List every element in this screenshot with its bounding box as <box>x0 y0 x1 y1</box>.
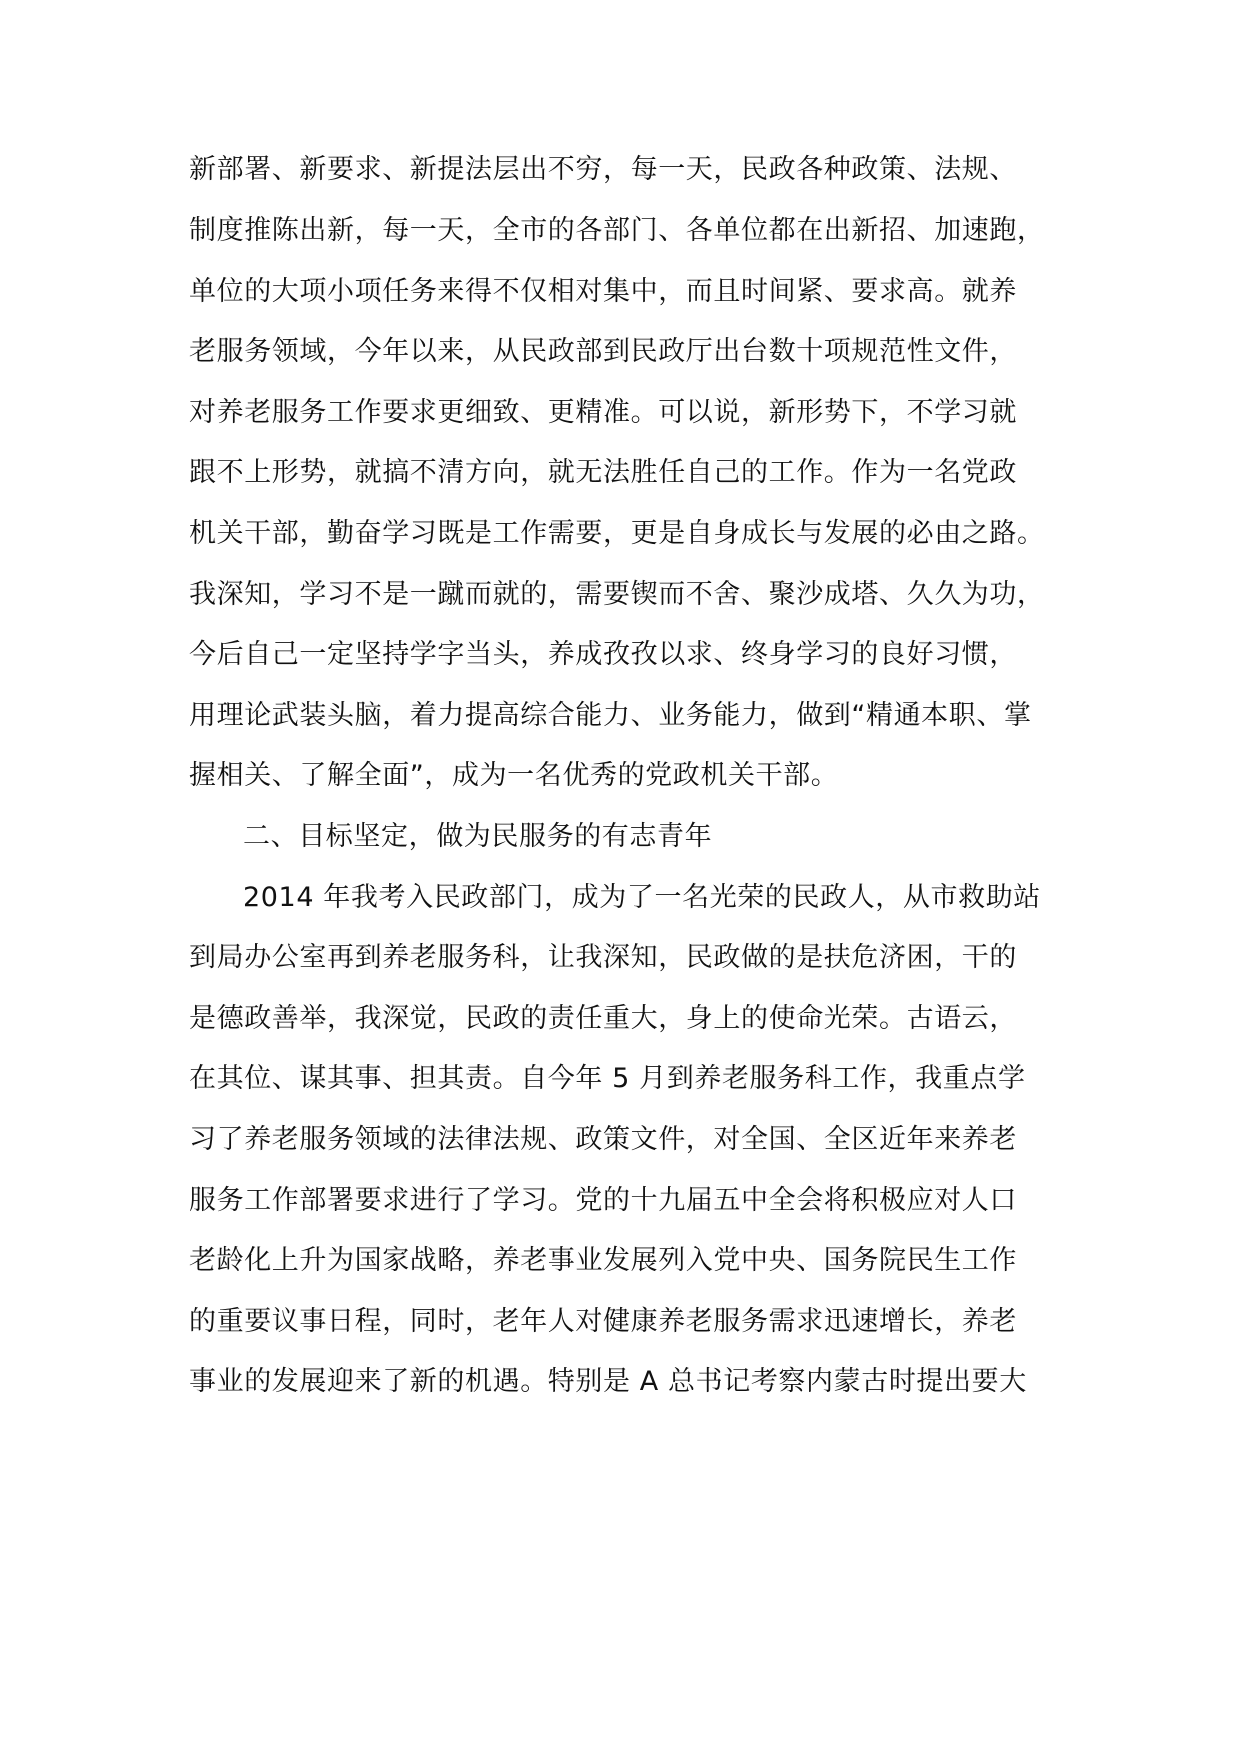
text-line: 服务工作部署要求进行了学习。党的十九届五中全会将积极应对人口 <box>189 1185 1017 1216</box>
text-line: 用理论武装头脑，着力提高综合能力、业务能力，做到“精通本职、掌 <box>189 700 1032 731</box>
text-line: 老龄化上升为国家战略，养老事业发展列入党中央、国务院民生工作 <box>189 1245 1017 1276</box>
text-line: 事业的发展迎来了新的机遇。特别是 A 总书记考察内蒙古时提出要大 <box>189 1366 1027 1397</box>
text-line: 习了养老服务领域的法律法规、政策文件，对全国、全区近年来养老 <box>189 1124 1017 1155</box>
text-line: 到局办公室再到养老服务科，让我深知，民政做的是扶危济困，干的 <box>189 942 1017 973</box>
text-line: 在其位、谋其事、担其责。自今年 5 月到养老服务科工作，我重点学 <box>189 1063 1026 1094</box>
text-line: 跟不上形势，就搞不清方向，就无法胜任自己的工作。作为一名党政 <box>189 457 1017 488</box>
text-line: 新部署、新要求、新提法层出不穷，每一天，民政各种政策、法规、 <box>189 154 1017 185</box>
text-line: 今后自己一定坚持学字当头，养成孜孜以求、终身学习的良好习惯， <box>189 639 1017 670</box>
text-line: 制度推陈出新，每一天，全市的各部门、各单位都在出新招、加速跑， <box>189 215 1045 246</box>
text-line: 是德政善举，我深觉，民政的责任重大，身上的使命光荣。古语云， <box>189 1003 1017 1034</box>
section-heading: 二、目标坚定，做为民服务的有志青年 <box>243 821 713 852</box>
text-line: 握相关、了解全面”，成为一名优秀的党政机关干部。 <box>189 760 839 791</box>
text-line: 2014 年我考入民政部门，成为了一名光荣的民政人，从市救助站 <box>243 882 1041 913</box>
text-line: 机关干部，勤奋学习既是工作需要，更是自身成长与发展的必由之路。 <box>189 518 1045 549</box>
text-line: 我深知，学习不是一蹴而就的，需要锲而不舍、聚沙成塔、久久为功， <box>189 579 1045 610</box>
text-line: 对养老服务工作要求更细致、更精准。可以说，新形势下，不学习就 <box>189 397 1017 428</box>
text-line: 老服务领域，今年以来，从民政部到民政厅出台数十项规范性文件， <box>189 336 1017 367</box>
text-line: 单位的大项小项任务来得不仅相对集中，而且时间紧、要求高。就养 <box>189 276 1017 307</box>
text-line: 的重要议事日程，同时，老年人对健康养老服务需求迅速增长，养老 <box>189 1306 1017 1337</box>
